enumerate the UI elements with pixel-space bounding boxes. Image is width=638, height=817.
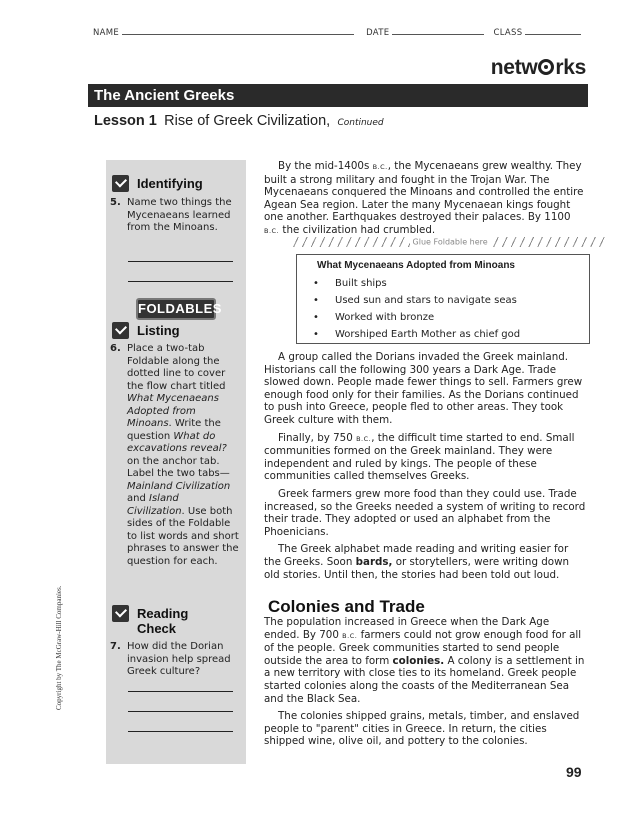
name-field[interactable]	[122, 27, 354, 35]
date-label: DATE	[366, 28, 390, 38]
list-item: • Built ships	[307, 275, 579, 292]
main-text-bottom	[264, 616, 586, 753]
list-item: • Used sun and stars to navigate seas	[307, 292, 579, 309]
question-7-number: 7.	[110, 641, 121, 652]
name-label: NAME	[93, 28, 120, 38]
paragraph: Greek farmers grew more food than they could use. Trade increased, so the Greeks needed a system of writing to record their trade. They adopted or used an alphabet from the Phoenicians.	[264, 487, 586, 538]
logo-text-end: rks	[555, 56, 586, 79]
lesson-name: Rise of Greek Civilization,	[164, 113, 331, 129]
answer-line[interactable]	[128, 281, 233, 282]
question-5-text: Name two things the Mycenaeans learned from the Minoans.	[127, 197, 232, 233]
mycenaeans-adopted-box	[296, 254, 590, 344]
question-5	[110, 197, 242, 235]
main-text-top	[264, 160, 586, 243]
sidebar-panel: Identifying 5. Name two things the Mycenaeans learned from the Minoans. FOLDABLES Listing 6. Place a two-tab Foldable along the dotted line to cover the flow chart titled What Mycenaeans Adopted from Minoans. Write the question What do excavations reveal? on the anchor tab. Label the two tabs—Mainland Civilization and Island Civilization. Use both sides of the Foldable to list words and short phrases to answer the question for each. Reading Check 7. How did the Dorian invasion help spread Greek culture?	[106, 160, 246, 764]
lesson-number: Lesson 1	[94, 113, 157, 129]
paragraph: By the mid-1400s B.C., the Mycenaeans grew wealthy. They built a strong military and fought in the Trojan War. The Mycenaeans conquered the Minoans and controlled the entire Agean Sea region. Later the many Mycenaean kings fought one another. Earthquakes destroyed their palaces. By 1100 B.C. the civilization had crumbled.	[264, 160, 584, 236]
question-7	[110, 641, 242, 679]
lesson-title	[94, 113, 384, 129]
paragraph: A group called the Dorians invaded the Greek mainland. Historians call the following 300 years a Dark Age. Trade slowed down. People made fewer things to sell. Farmers grew enough food only for their families. As the Dorians continued to push into Greece, people fled to other areas. They took Greek culture with them.	[264, 351, 583, 426]
chapter-title-bar: The Ancient Greeks	[88, 84, 588, 107]
adopted-list	[307, 275, 579, 343]
paragraph: The colonies shipped grains, metals, timber, and enslaved people to "parent" cities in Greece. In return, the cities shipped wine, olive oil, and pottery to the colonies.	[264, 710, 580, 748]
section-heading: Colonies and Trade	[268, 597, 425, 616]
copyright-note: Copyright by The McGraw-Hill Companies.	[55, 585, 63, 710]
question-6-number: 6.	[110, 343, 121, 354]
question-6-text: Place a two-tab Foldable along the dotted line to cover the flow chart titled What Mycenaeans Adopted from Minoans. Write the question What do excavations reveal? on the anchor tab. Label the two tabs—Mainland Civilization and Island Civilization. Use both sides of the Foldable to list words and short phrases to answer the question for each.	[127, 343, 239, 567]
list-item: • Worked with bronze	[307, 309, 579, 326]
dotted-line	[290, 237, 410, 247]
answer-line[interactable]	[128, 261, 233, 262]
paragraph: The Greek alphabet made reading and writing easier for the Greeks. Soon bards, or storytellers, were writing down old stories. Until then, the stories had been told out loud.	[264, 543, 570, 581]
box-title: What Mycenaeans Adopted from Minoans	[317, 260, 515, 271]
glue-label: Glue Foldable here	[412, 237, 488, 247]
lesson-continued: Continued	[337, 118, 384, 128]
date-field[interactable]	[392, 27, 484, 35]
checkmark-icon	[112, 175, 129, 192]
list-item: • Worshiped Earth Mother as chief god	[307, 326, 579, 343]
answer-line[interactable]	[128, 711, 233, 712]
checkmark-icon	[112, 322, 129, 339]
question-5-number: 5.	[110, 197, 121, 208]
dotted-line	[490, 237, 608, 247]
page-number: 99	[566, 764, 582, 780]
header-fields	[93, 27, 583, 38]
glue-foldable-strip[interactable]	[290, 237, 608, 249]
answer-line[interactable]	[128, 731, 233, 732]
class-field[interactable]	[525, 27, 581, 35]
class-label: CLASS	[493, 28, 523, 38]
foldables-logo: FOLDABLES	[136, 298, 216, 320]
paragraph: Finally, by 750 B.C., the difficult time started to end. Small communities formed on the Greek mainland. They were independent and ruled by kings. The people of these communities called themselves Greeks.	[264, 431, 575, 483]
question-7-text: How did the Dorian invasion help spread Greek culture?	[127, 641, 231, 677]
checkmark-icon	[112, 605, 129, 622]
logo-o-icon	[538, 59, 554, 75]
answer-line[interactable]	[128, 691, 233, 692]
question-6	[110, 343, 242, 568]
paragraph: The population increased in Greece when the Dark Age ended. By 700 B.C. farmers could not grow enough food for all of the people. Greek communities started to send people outside the area to form colonies. A colony is a settlement in a new territory with close ties to its homeland. Greek people started colonies along the coasts of the Mediterranean Sea and the Black Sea.	[264, 616, 585, 705]
main-text-middle	[264, 351, 586, 586]
networks-logo	[491, 56, 586, 80]
logo-text-start: netw	[490, 56, 538, 79]
